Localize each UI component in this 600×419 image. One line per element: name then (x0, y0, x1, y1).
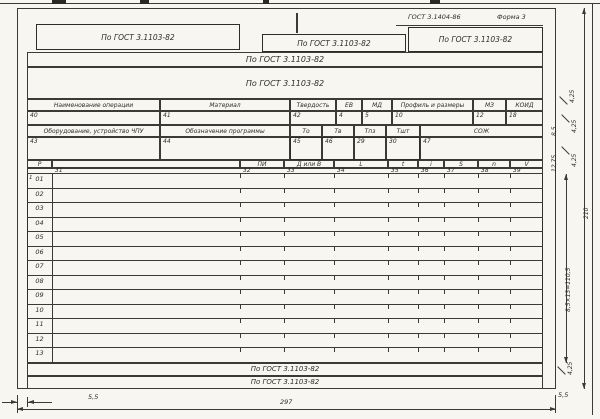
col-label: Профиль и размеры (400, 101, 465, 109)
block-number: 36 (421, 167, 429, 174)
block-number: 29 (357, 138, 365, 145)
row-number: 03 (35, 204, 44, 212)
op-col-profile (392, 99, 473, 111)
leader-line (561, 146, 569, 154)
block-number: 34 (337, 167, 345, 174)
block-number: 46 (325, 138, 333, 145)
col-label: Наименование операции (53, 101, 134, 109)
stamp-box-top-right (408, 27, 543, 52)
table-row (27, 189, 543, 204)
block-number: 39 (513, 167, 521, 174)
block-number: 12 (476, 112, 484, 119)
time-block-bold-frame (290, 137, 420, 160)
dim-header-row: 4,25 (571, 153, 578, 167)
block-number: 33 (287, 167, 295, 174)
op-col-material (160, 99, 290, 111)
dim-sheet-height: 210 (583, 207, 590, 219)
table-row (27, 290, 543, 305)
scan-artifact (430, 0, 440, 4)
arrow-up-icon (582, 8, 586, 14)
dim-header-row: 4,25 (571, 119, 578, 133)
arrow-down-icon (582, 383, 586, 389)
eq-val-program (160, 137, 290, 160)
block-number: 42 (293, 112, 301, 119)
table-row (27, 276, 543, 291)
col-label: СОЖ (473, 127, 490, 135)
param-col-row-symbol (27, 160, 52, 168)
dim-table-rows: 8,5×13=110,5 (565, 267, 572, 312)
table-row (27, 218, 543, 233)
form-number: Форма 3 (497, 13, 526, 21)
col-label: L (359, 160, 363, 168)
eq-col-equipment (27, 125, 160, 137)
eq-val-sozh (420, 137, 543, 160)
eq-col-sozh (420, 125, 543, 137)
op-col-operation-name (27, 99, 160, 111)
col-label: Тшт (396, 127, 410, 135)
table-row (27, 203, 543, 218)
row-number: 06 (35, 247, 44, 256)
stamp-box-top-left (36, 24, 240, 50)
band-text: По ГОСТ 3.1103-82 (250, 378, 320, 387)
block-number: 4 (339, 112, 343, 119)
col-label: Тв (334, 127, 342, 135)
block-number: 10 (395, 112, 403, 119)
col-label: То (302, 127, 310, 135)
col-label: МД (372, 101, 382, 109)
block-number: 41 (163, 112, 171, 119)
footer-band-2 (27, 376, 543, 390)
col-label: n (492, 160, 496, 168)
eq-col-to (290, 125, 322, 137)
scan-right-edge (592, 3, 593, 415)
eq-val-equipment (27, 137, 160, 160)
scan-artifact (263, 0, 269, 4)
row-number: 01 (35, 175, 44, 183)
col-label: ПИ (257, 160, 267, 168)
eq-col-program (160, 125, 290, 137)
block-number: 18 (509, 112, 517, 119)
band-text: По ГОСТ 3.1103-82 (245, 78, 325, 88)
leader-line (557, 366, 565, 374)
scan-artifact (140, 0, 149, 4)
col-label: ЕВ (345, 101, 353, 109)
footer-band-1 (27, 363, 543, 376)
dim-line-sheet-width (17, 409, 556, 410)
col-label: V (524, 160, 529, 168)
dim-line-sheet-height (584, 8, 585, 389)
block-number: 38 (481, 167, 489, 174)
stamp-box-top-middle (262, 34, 406, 52)
block-number: 44 (163, 138, 171, 145)
registration-tick (296, 13, 298, 33)
dim-header-row: 8,5 (551, 126, 558, 136)
title-band-2 (27, 67, 543, 99)
stamp-text: По ГОСТ 3.1103-82 (438, 35, 513, 44)
row-number: 05 (35, 233, 44, 241)
col-label: МЗ (484, 101, 495, 109)
row-number: 13 (35, 349, 44, 357)
stamp-text: По ГОСТ 3.1103-82 (297, 38, 371, 48)
row-number: 12 (35, 334, 44, 343)
band-text: По ГОСТ 3.1103-82 (250, 365, 320, 373)
col-label: Тпз (364, 127, 376, 135)
scan-top-edge (0, 3, 600, 4)
block-number: 40 (30, 112, 38, 119)
col-label: КОИД (515, 101, 534, 109)
table-row (27, 261, 543, 276)
col-label: S (459, 160, 463, 168)
dim-header-row: 12,75 (551, 154, 558, 172)
scan-artifact (52, 0, 66, 4)
table-row (27, 174, 543, 189)
eq-col-tsht (386, 125, 420, 137)
dim-right-margin: 5,5 (558, 391, 569, 399)
table-row (27, 305, 543, 320)
col-label: Р (37, 160, 42, 168)
row-number: 10 (35, 305, 44, 314)
col-label: t (401, 160, 405, 168)
block-number: 45 (293, 138, 301, 145)
block-number: 30 (389, 138, 397, 145)
stamp-text: По ГОСТ 3.1103-82 (101, 32, 175, 42)
block-number: 37 (447, 167, 455, 174)
op-val-profile (392, 111, 473, 125)
table-row (27, 319, 543, 334)
arrow-left-icon (17, 407, 23, 411)
param-col-text (52, 160, 240, 168)
arrow-right-icon (11, 400, 17, 404)
dim-sheet-width: 297 (280, 398, 293, 406)
band-text: По ГОСТ 3.1103-82 (245, 55, 325, 64)
dim-footer-row: 4,25 (567, 361, 574, 375)
table-row (27, 348, 543, 363)
table-row (27, 232, 543, 247)
arrow-left-icon (28, 400, 34, 404)
row-number: 11 (35, 320, 44, 328)
op-col-koid (506, 99, 543, 111)
op-val-koid (506, 111, 543, 125)
leader-line (559, 96, 567, 104)
block-number: 43 (30, 138, 38, 145)
block-number: 32 (243, 167, 251, 174)
op-val-mz (473, 111, 506, 125)
arrow-right-icon (550, 407, 556, 411)
leader-line (561, 114, 569, 122)
col-label: Твердость (296, 101, 330, 109)
op-val-material (160, 111, 290, 125)
eq-col-tv (322, 125, 354, 137)
col-label: i (430, 160, 432, 168)
op-col-ev (336, 99, 362, 111)
standard-reference: ГОСТ 3.1404-86 (408, 13, 461, 21)
op-col-hardness (290, 99, 336, 111)
block-number: 31 (55, 167, 63, 174)
title-band-1 (27, 52, 543, 67)
block-number: 35 (391, 167, 399, 174)
dim-header-row: 4,25 (569, 89, 576, 103)
col-label: Материал (209, 101, 241, 109)
row-number: 08 (35, 276, 44, 285)
reference-underline (396, 25, 543, 26)
op-val-ev (336, 111, 362, 125)
block-number: 47 (423, 138, 431, 145)
op-col-mz (473, 99, 506, 111)
table-row (27, 334, 543, 349)
dim-left-margin: 5,5 (88, 393, 99, 401)
eq-col-tpz (354, 125, 386, 137)
op-val-md (362, 111, 392, 125)
col-label: Д или В (296, 160, 322, 168)
op-val-hardness (290, 111, 336, 125)
row-number: 04 (35, 218, 44, 227)
op-col-md (362, 99, 392, 111)
row-number: 09 (35, 291, 44, 299)
row-number: 07 (35, 262, 44, 270)
block-number: 5 (365, 112, 369, 119)
table-row (27, 247, 543, 262)
op-val-operation-name (27, 111, 160, 125)
row-number: 02 (35, 189, 44, 198)
col-label: Обозначение программы (185, 127, 265, 135)
col-label: Оборудование, устройство ЧПУ (43, 127, 144, 135)
arrow-up-icon (564, 174, 568, 180)
